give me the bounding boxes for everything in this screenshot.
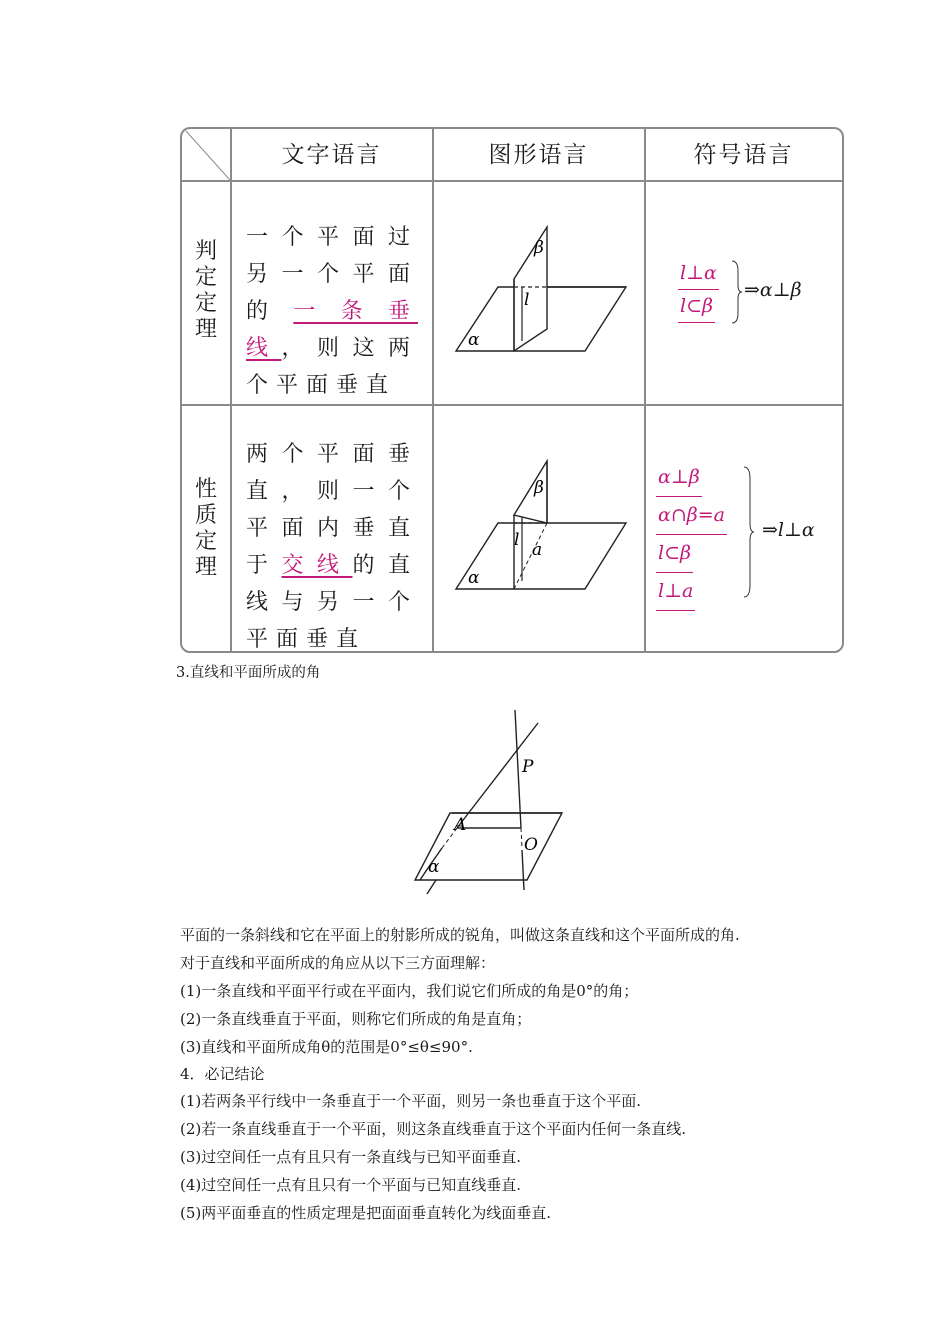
row-divider [182,404,842,406]
section4-item: (3)过空间任一点有且只有一条直线与已知平面垂直. [180,1148,522,1166]
criterion-highlight: 一条垂线 [246,299,418,361]
row-label-property [182,477,230,581]
property-symbol-3: l⊂β [656,535,693,573]
section3-item: (2)一条直线垂直于平面，则称它们所成的角是直角； [180,1010,532,1028]
figure-label-O: O [524,835,538,855]
figure-label-alpha: α [428,857,440,877]
criterion-figure [448,219,638,359]
figure-label-P: P [522,757,534,777]
figure-label-l: l [514,530,520,550]
row-label-char: 质 [194,503,217,528]
section3-intro: 对于直线和平面所成的角应从以下三方面理解： [180,954,496,972]
figure-label-beta: β [534,478,544,498]
section3-item: (3)直线和平面所成角θ的范围是0°≤θ≤90°. [180,1038,473,1056]
theorem-table [180,127,844,653]
section3-item: (1)一条直线和平面平行或在平面内，我们说它们所成的角是0°的角； [180,982,639,1000]
header-figure-language: 图形语言 [488,142,589,168]
col-divider [432,129,434,651]
criterion-text [246,219,418,404]
section4-item: (2)若一条直线垂直于一个平面，则这条直线垂直于这个平面内任何一条直线. [180,1120,687,1138]
figure-label-alpha: α [468,568,480,588]
property-symbol-1: α⊥β [656,459,702,497]
figure-label-A: A [454,815,467,835]
figure-label-alpha: α [468,330,480,350]
criterion-text-b: ，则这两个平面垂直 [246,336,418,398]
header-text-language: 文字语言 [281,142,382,168]
section4-item: (5)两平面垂直的性质定理是把面面垂直转化为线面垂直. [180,1204,552,1222]
property-symbols [656,459,727,611]
col-divider [230,129,232,651]
section4-item: (4)过空间任一点有且只有一个平面与已知直线垂直. [180,1176,522,1194]
col-divider [644,129,646,651]
figure-label-a: a [532,540,543,560]
figure-label-beta: β [534,238,544,258]
row-label-char: 理 [194,555,217,580]
line-plane-angle-figure [400,688,584,914]
row-label-char: 性 [194,477,217,502]
criterion-symbol-1: l⊥α [678,257,719,290]
criterion-symbols [678,257,719,323]
section3-definition: 平面的一条斜线和它在平面上的射影所成的锐角，叫做这条直线和这个平面所成的角. [180,926,740,944]
row-label-char: 理 [194,317,217,342]
property-conclusion: ⇒l⊥α [762,519,815,541]
property-symbol-2: α∩β=a [656,497,727,535]
property-brace [742,465,754,599]
corner-diagonal [182,129,230,181]
property-figure [448,457,638,597]
row-label-char: 定 [194,265,217,290]
row-label-char: 定 [194,529,217,554]
property-text-a: 两个平面垂直，则一个平面内垂直于 [246,442,418,578]
criterion-brace [730,259,742,325]
property-highlight: 交线 [281,553,353,578]
property-text-b: 的直线与另一个平面垂直 [246,553,418,652]
section4-item: (1)若两条平行线中一条垂直于一个平面，则另一条也垂直于这个平面. [180,1092,642,1110]
row-label-char: 定 [194,291,217,316]
section4-title: 4．必记结论 [180,1065,265,1083]
section3-title: 3.直线和平面所成的角 [176,665,321,681]
criterion-symbol-2: l⊂β [678,290,715,323]
row-label-char: 判 [194,239,217,264]
figure-label-l: l [524,290,530,310]
property-symbol-4: l⊥a [656,573,695,611]
row-label-criterion [182,239,230,343]
criterion-text-a: 一个平面过另一个平面的 [246,225,418,324]
criterion-conclusion: ⇒α⊥β [744,279,802,301]
property-text [246,436,418,658]
header-symbol-language: 符号语言 [693,142,794,168]
